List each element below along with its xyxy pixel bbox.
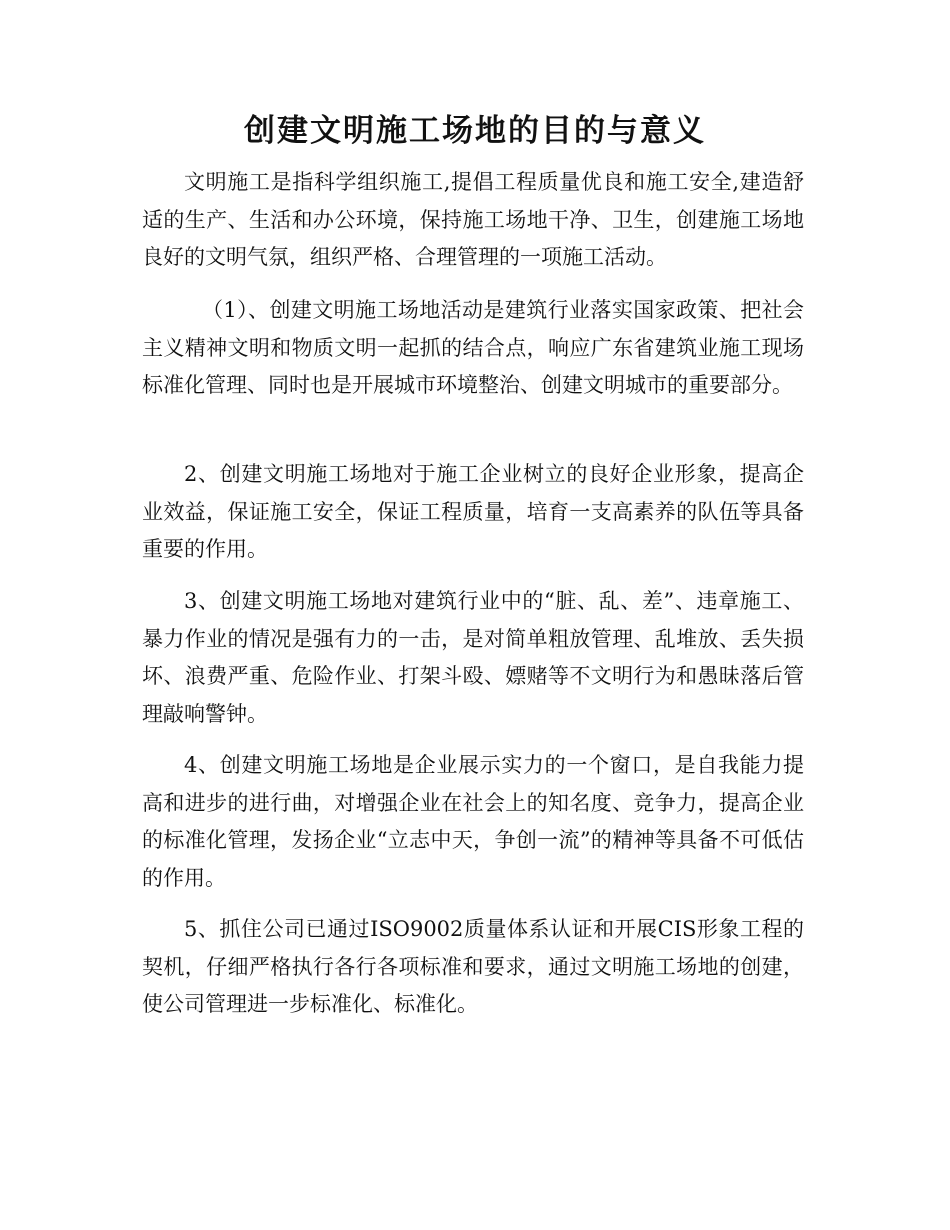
document-title: 创建文明施工场地的目的与意义 — [244, 113, 706, 149]
paragraph-point-4: 4、创建文明施工场地是企业展示实力的一个窗口，是自我能力提高和进步的进行曲，对增强企业在社会上的知名度、竞争力，提高企业的标准化管理，发扬企业“立志中天，争创一流”的精神等具备不可低估的作用。 — [142, 753, 804, 890]
paragraph-point-1: （1）、创建文明施工场地活动是建筑行业落实国家政策、把社会主义精神文明和物质文明一起抓的结合点，响应广东省建筑业施工现场标准化管理、同时也是开展城市环境整治、创建文明城市的重要部分。 — [142, 298, 804, 397]
paragraph-point-5: 5、抓住公司已通过ISO9002质量体系认证和开展CIS形象工程的契机，仔细严格执行各行各项标准和要求，通过文明施工场地的创建，使公司管理进一步标准化、标准化。 — [142, 917, 804, 1016]
paragraph-point-2: 2、创建文明施工场地对于施工企业树立的良好企业形象，提高企业效益，保证施工安全，保证工程质量，培育一支高素养的队伍等具备重要的作用。 — [142, 462, 804, 561]
paragraph-intro: 文明施工是指科学组织施工,提倡工程质量优良和施工安全,建造舒适的生产、生活和办公环境，保持施工场地干净、卫生，创建施工场地良好的文明气氛，组织严格、合理管理的一项施工活动。 — [142, 170, 804, 269]
paragraph-point-3: 3、创建文明施工场地对建筑行业中的“脏、乱、差”、违章施工、暴力作业的情况是强有力的一击，是对简单粗放管理、乱堆放、丢失损坏、浪费严重、危险作业、打架斗殴、嫖赌等不文明行为和愚昧落后管理敲响警钟。 — [142, 589, 804, 726]
